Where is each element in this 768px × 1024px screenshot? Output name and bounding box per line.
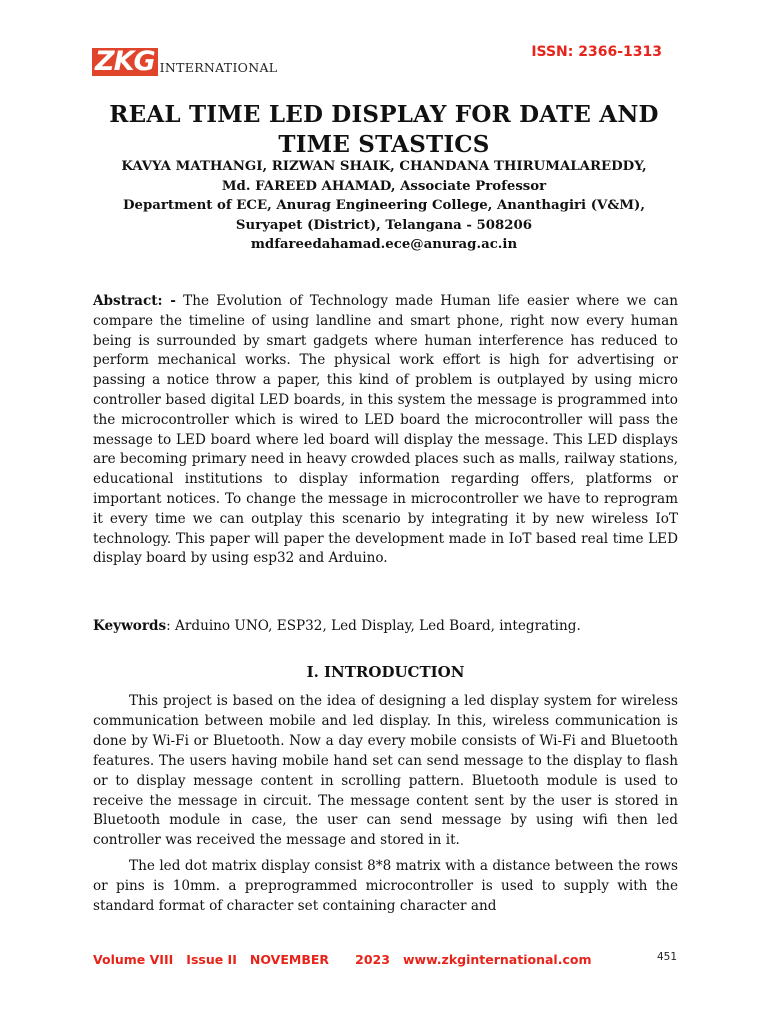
title-line-1: REAL TIME LED DISPLAY FOR DATE AND	[109, 101, 659, 128]
authors-line-2: Md. FAREED AHAMAD, Associate Professor	[221, 178, 547, 194]
title-line-2: TIME STASTICS	[278, 131, 490, 158]
section-heading-introduction: I. INTRODUCTION	[306, 663, 465, 681]
abstract	[93, 292, 678, 569]
keywords-text: : Arduino UNO, ESP32, Led Display, Led Board, integrating.	[166, 618, 581, 634]
abstract-label: Abstract: -	[93, 293, 176, 309]
author-email: mdfareedahamad.ece@anurag.ac.in	[250, 237, 518, 252]
paper-title	[60, 100, 708, 160]
affiliation-line-2: Suryapet (District), Telangana - 508206	[235, 217, 533, 233]
page-number: 451	[657, 951, 678, 963]
introduction-body	[93, 692, 678, 923]
author-block	[40, 157, 728, 255]
authors-line-1: KAVYA MATHANGI, RIZWAN SHAIK, CHANDANA THIRUMALAREDDY,	[121, 159, 647, 174]
abstract-text: The Evolution of Technology made Human life easier where we can compare the timeline of using landline and smart phone, right now every human being is surrounded by smart gadgets where human interference has reduced to perform mechanical works. The physical work effort is high for advertising or passing a notice throw a paper, this kind of problem is outplayed by using micro controller based digital LED boards, in this system the message is programmed into the microcontroller which is wired to LED board the microcontroller will pass the message to LED board where led board will display the message. This LED displays are becoming primary need in heavy crowded places such as malls, railway stations, educational institutions to display information regarding offers, platforms or important notices. To change the message in microcontroller we have to reprogram it every time we can outplay this scenario by integrating it by new wireless IoT technology. This paper will paper the development made in IoT based real time LED display board by using esp32 and Arduino.	[93, 293, 678, 567]
logo-mark: ZKG	[92, 48, 158, 76]
issn-label: ISSN: 2366-1313	[531, 44, 662, 60]
keywords	[93, 616, 678, 636]
page-header	[92, 40, 692, 80]
page-footer: Volume VIII Issue II NOVEMBER 2023 www.zkginternational.com	[93, 952, 592, 967]
logo-wordmark: INTERNATIONAL	[159, 60, 278, 75]
intro-paragraph-1: This project is based on the idea of designing a led display system for wireless communication between mobile and led display. In this, wireless communication is done by Wi-Fi or Bluetooth. Now a day every mobile consists of Wi-Fi and Bluetooth features. The users having mobile hand set can send message to the display to flash or to display message content in scrolling pattern. Bluetooth module is used to receive the message in circuit. The message content sent by the user is stored in Bluetooth module in case, the user can send message by using wifi then led controller was received the message and stored in it.	[93, 693, 678, 849]
affiliation-line-1: Department of ECE, Anurag Engineering College, Ananthagiri (V&M),	[123, 198, 645, 213]
intro-paragraph-2: The led dot matrix display consist 8*8 matrix with a distance between the rows or pins is 10mm. a preprogrammed microcontroller is used to supply with the standard format of character set containing character and	[93, 858, 678, 915]
journal-logo	[92, 48, 277, 76]
keywords-label: Keywords	[93, 618, 167, 634]
